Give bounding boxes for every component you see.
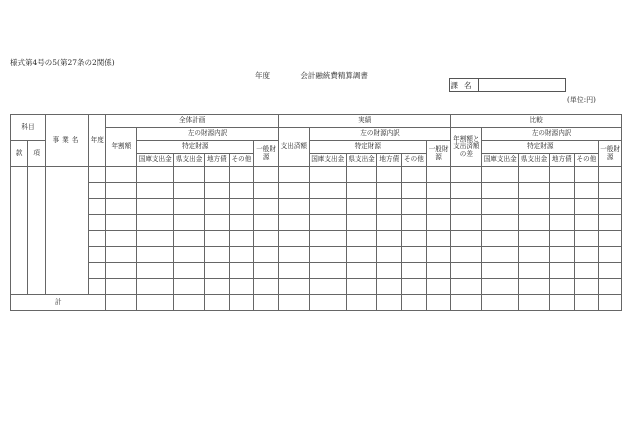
plan-source-kokko: 国庫支出金 (137, 154, 174, 167)
table-cell[interactable] (137, 215, 174, 231)
table-cell[interactable] (426, 247, 451, 263)
table-cell[interactable] (346, 167, 377, 183)
actual-amount-header: 支出済額 (278, 128, 309, 167)
total-cell[interactable] (519, 295, 550, 311)
table-cell[interactable] (574, 215, 599, 231)
table-cell[interactable] (346, 231, 377, 247)
table-cell[interactable] (426, 263, 451, 279)
table-cell[interactable] (549, 263, 574, 279)
compare-breakdown-header: 左の財源内訳 (482, 128, 622, 141)
table-cell[interactable] (402, 167, 427, 183)
table-cell[interactable] (549, 215, 574, 231)
table-cell[interactable] (229, 231, 254, 247)
table-row (11, 183, 622, 199)
table-cell[interactable] (574, 231, 599, 247)
table-cell[interactable] (229, 279, 254, 295)
table-cell[interactable] (377, 183, 402, 199)
table-cell[interactable] (278, 199, 309, 215)
table-cell[interactable] (137, 279, 174, 295)
table-cell[interactable] (451, 231, 482, 247)
kamoku-header: 科目 (11, 115, 46, 141)
compare-amount-header: 年割額と支出済額の差 (451, 128, 482, 167)
plan-amount-header: 年割額 (106, 128, 137, 167)
table-cell[interactable] (549, 199, 574, 215)
actual-group-header: 実績 (278, 115, 451, 128)
actual-breakdown-header: 左の財源内訳 (309, 128, 451, 141)
total-cell[interactable] (137, 295, 174, 311)
total-cell[interactable] (346, 295, 377, 311)
table-cell[interactable] (205, 247, 230, 263)
table-cell[interactable] (549, 231, 574, 247)
compare-source-chihousai: 地方債 (549, 154, 574, 167)
kou-header: 項 (28, 141, 45, 167)
table-cell[interactable] (229, 167, 254, 183)
table-cell[interactable] (309, 279, 346, 295)
total-cell[interactable] (599, 295, 622, 311)
table-cell[interactable] (519, 215, 550, 231)
table-cell[interactable] (254, 215, 279, 231)
table-cell[interactable] (549, 247, 574, 263)
table-cell[interactable] (377, 247, 402, 263)
table-cell[interactable] (574, 199, 599, 215)
kan-cell[interactable] (11, 167, 28, 295)
kou-cell[interactable] (28, 167, 45, 295)
table-cell[interactable] (89, 279, 106, 295)
table-cell[interactable] (278, 279, 309, 295)
table-row (11, 199, 622, 215)
table-cell[interactable] (254, 263, 279, 279)
total-cell[interactable] (402, 295, 427, 311)
table-cell[interactable] (402, 215, 427, 231)
table-cell[interactable] (451, 215, 482, 231)
table-cell[interactable] (482, 183, 519, 199)
jigyou-mei-header: 事業名 (45, 115, 88, 167)
plan-group-header: 全体計画 (106, 115, 278, 128)
title-year-label: 年度 (255, 71, 270, 80)
table-cell[interactable] (426, 231, 451, 247)
table-cell[interactable] (309, 263, 346, 279)
table-cell[interactable] (229, 263, 254, 279)
table-cell[interactable] (549, 183, 574, 199)
compare-source-ken: 県支出金 (519, 154, 550, 167)
table-cell[interactable] (451, 279, 482, 295)
table-cell[interactable] (426, 167, 451, 183)
section-name-label: 課名 (450, 80, 478, 90)
table-cell[interactable] (402, 247, 427, 263)
table-cell[interactable] (89, 167, 106, 183)
table-cell[interactable] (482, 231, 519, 247)
table-cell[interactable] (309, 231, 346, 247)
table-cell[interactable] (106, 199, 137, 215)
table-cell[interactable] (229, 199, 254, 215)
table-cell[interactable] (174, 231, 205, 247)
table-cell[interactable] (309, 183, 346, 199)
compare-general-header: 一般財源 (599, 141, 622, 167)
table-cell[interactable] (377, 199, 402, 215)
table-cell[interactable] (254, 167, 279, 183)
plan-general-header: 一般財源 (254, 141, 279, 167)
table-cell[interactable] (106, 167, 137, 183)
table-cell[interactable] (519, 263, 550, 279)
table-cell[interactable] (402, 231, 427, 247)
table-cell[interactable] (402, 279, 427, 295)
table-cell[interactable] (254, 279, 279, 295)
table-cell[interactable] (426, 279, 451, 295)
table-cell[interactable] (254, 247, 279, 263)
table-cell[interactable] (402, 183, 427, 199)
table-cell[interactable] (278, 231, 309, 247)
table-cell[interactable] (346, 183, 377, 199)
table-cell[interactable] (482, 199, 519, 215)
table-row (11, 247, 622, 263)
total-cell[interactable] (574, 295, 599, 311)
table-cell[interactable] (377, 167, 402, 183)
table-cell[interactable] (106, 215, 137, 231)
plan-source-ken: 県支出金 (174, 154, 205, 167)
table-cell[interactable] (137, 231, 174, 247)
table-cell[interactable] (278, 247, 309, 263)
actual-tokutei-header: 特定財源 (309, 141, 426, 154)
table-cell[interactable] (89, 215, 106, 231)
table-row (11, 263, 622, 279)
table-cell[interactable] (346, 247, 377, 263)
table-cell[interactable] (377, 279, 402, 295)
table-cell[interactable] (482, 167, 519, 183)
table-cell[interactable] (482, 247, 519, 263)
table-row (11, 167, 622, 183)
table-cell[interactable] (309, 199, 346, 215)
table-cell[interactable] (519, 231, 550, 247)
table-cell[interactable] (106, 183, 137, 199)
plan-source-chihousai: 地方債 (205, 154, 230, 167)
table-cell[interactable] (137, 199, 174, 215)
section-name-box (449, 78, 566, 92)
table-cell[interactable] (346, 263, 377, 279)
table-cell[interactable] (549, 279, 574, 295)
table-cell[interactable] (599, 183, 622, 199)
table-cell[interactable] (451, 247, 482, 263)
table-cell[interactable] (278, 167, 309, 183)
table-cell[interactable] (377, 263, 402, 279)
table-cell[interactable] (346, 279, 377, 295)
header-row-1 (11, 115, 622, 128)
compare-tokutei-header: 特定財源 (482, 141, 599, 154)
table-cell[interactable] (89, 231, 106, 247)
table-cell[interactable] (278, 183, 309, 199)
table-cell[interactable] (309, 167, 346, 183)
table-cell[interactable] (137, 263, 174, 279)
table-cell[interactable] (549, 167, 574, 183)
table-cell[interactable] (519, 199, 550, 215)
table-cell[interactable] (174, 263, 205, 279)
table-cell[interactable] (89, 263, 106, 279)
table-cell[interactable] (106, 263, 137, 279)
table-cell[interactable] (451, 183, 482, 199)
total-label: 計 (11, 295, 106, 311)
plan-breakdown-header: 左の財源内訳 (137, 128, 279, 141)
section-name-field[interactable] (479, 79, 565, 91)
unit-label: (単位:円) (567, 96, 596, 104)
table-cell[interactable] (599, 279, 622, 295)
title-name: 会計融統費精算調書 (300, 71, 368, 80)
total-cell[interactable] (278, 295, 309, 311)
table-cell[interactable] (205, 215, 230, 231)
table-cell[interactable] (482, 279, 519, 295)
kan-header: 款 (11, 141, 28, 167)
table-cell[interactable] (205, 167, 230, 183)
table-cell[interactable] (377, 215, 402, 231)
table-cell[interactable] (519, 183, 550, 199)
table-cell[interactable] (89, 199, 106, 215)
table-cell[interactable] (205, 279, 230, 295)
table-cell[interactable] (377, 231, 402, 247)
table-cell[interactable] (346, 215, 377, 231)
total-cell[interactable] (254, 295, 279, 311)
nendo-header: 年度 (89, 115, 106, 167)
total-cell[interactable] (377, 295, 402, 311)
table-cell[interactable] (519, 247, 550, 263)
table-cell[interactable] (106, 231, 137, 247)
table-cell[interactable] (599, 247, 622, 263)
compare-group-header: 比較 (451, 115, 622, 128)
table-cell[interactable] (309, 215, 346, 231)
actual-source-chihousai: 地方債 (377, 154, 402, 167)
table-cell[interactable] (254, 183, 279, 199)
table-cell[interactable] (309, 247, 346, 263)
table-cell[interactable] (174, 215, 205, 231)
table-cell[interactable] (451, 167, 482, 183)
table-cell[interactable] (482, 263, 519, 279)
form-number: 様式第4号の5(第27条の2関係) (10, 58, 115, 67)
table-cell[interactable] (205, 231, 230, 247)
table-cell[interactable] (574, 263, 599, 279)
table-cell[interactable] (106, 247, 137, 263)
total-cell[interactable] (482, 295, 519, 311)
table-cell[interactable] (574, 279, 599, 295)
table-cell[interactable] (174, 167, 205, 183)
table-cell[interactable] (574, 183, 599, 199)
table-cell[interactable] (137, 247, 174, 263)
table-cell[interactable] (278, 263, 309, 279)
table-cell[interactable] (278, 215, 309, 231)
total-cell[interactable] (426, 295, 451, 311)
table-cell[interactable] (106, 279, 137, 295)
table-cell[interactable] (174, 183, 205, 199)
actual-source-ken: 県支出金 (346, 154, 377, 167)
plan-source-sonota: その他 (229, 154, 254, 167)
table-cell[interactable] (229, 215, 254, 231)
table-row (11, 215, 622, 231)
total-cell[interactable] (549, 295, 574, 311)
table-cell[interactable] (599, 231, 622, 247)
table-cell[interactable] (174, 279, 205, 295)
table-cell[interactable] (254, 231, 279, 247)
jigyou-mei-cell[interactable] (45, 167, 88, 295)
actual-general-header: 一般財源 (426, 141, 451, 167)
table-cell[interactable] (451, 263, 482, 279)
document-title (255, 70, 368, 81)
total-cell[interactable] (229, 295, 254, 311)
total-cell[interactable] (205, 295, 230, 311)
table-cell[interactable] (137, 167, 174, 183)
table-cell[interactable] (451, 199, 482, 215)
table-cell[interactable] (599, 215, 622, 231)
table-row (11, 231, 622, 247)
actual-source-kokko: 国庫支出金 (309, 154, 346, 167)
table-cell[interactable] (402, 199, 427, 215)
table-cell[interactable] (599, 167, 622, 183)
plan-tokutei-header: 特定財源 (137, 141, 254, 154)
table-cell[interactable] (205, 183, 230, 199)
table-cell[interactable] (426, 183, 451, 199)
table-cell[interactable] (402, 263, 427, 279)
table-cell[interactable] (229, 247, 254, 263)
table-cell[interactable] (346, 199, 377, 215)
table-cell[interactable] (426, 215, 451, 231)
total-cell[interactable] (309, 295, 346, 311)
table-cell[interactable] (519, 167, 550, 183)
table-cell[interactable] (229, 183, 254, 199)
table-cell[interactable] (482, 215, 519, 231)
settlement-table (10, 114, 622, 311)
compare-source-sonota: その他 (574, 154, 599, 167)
table-cell[interactable] (89, 247, 106, 263)
table-cell[interactable] (574, 247, 599, 263)
table-cell[interactable] (89, 183, 106, 199)
table-cell[interactable] (599, 263, 622, 279)
table-cell[interactable] (205, 263, 230, 279)
table-cell[interactable] (205, 199, 230, 215)
table-cell[interactable] (137, 183, 174, 199)
compare-source-kokko: 国庫支出金 (482, 154, 519, 167)
total-cell[interactable] (106, 295, 137, 311)
table-cell[interactable] (519, 279, 550, 295)
table-cell[interactable] (426, 199, 451, 215)
table-cell[interactable] (174, 247, 205, 263)
total-row (11, 295, 622, 311)
table-cell[interactable] (254, 199, 279, 215)
total-cell[interactable] (174, 295, 205, 311)
total-cell[interactable] (451, 295, 482, 311)
table-cell[interactable] (174, 199, 205, 215)
table-row (11, 279, 622, 295)
table-cell[interactable] (599, 199, 622, 215)
table-cell[interactable] (574, 167, 599, 183)
actual-source-sonota: その他 (402, 154, 427, 167)
